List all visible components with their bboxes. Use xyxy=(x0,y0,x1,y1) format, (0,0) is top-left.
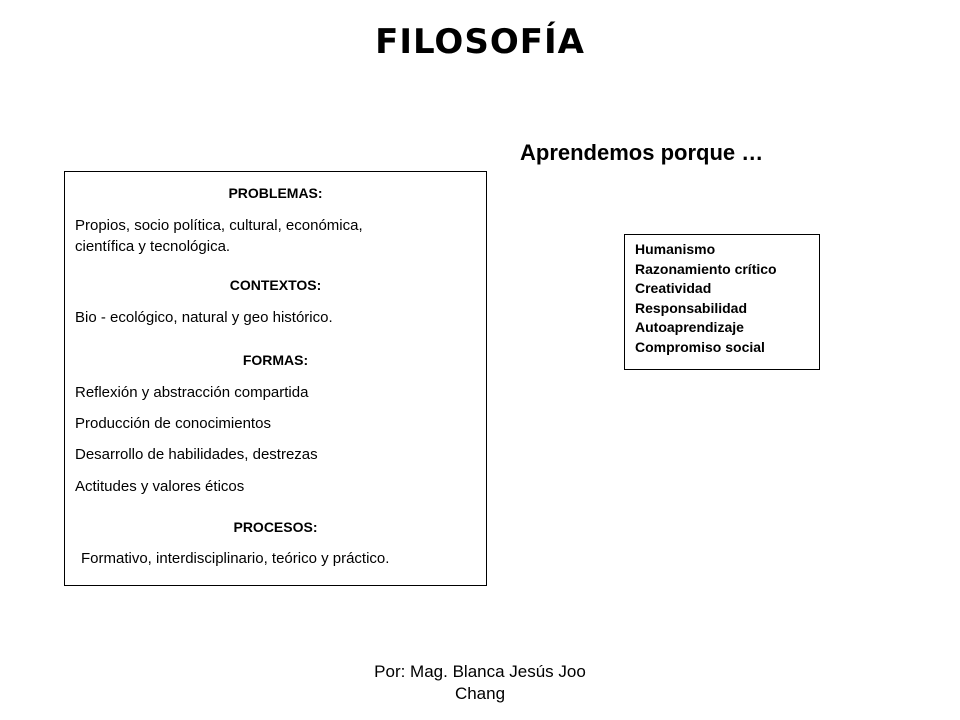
problemas-text-line2: científica y tecnológica. xyxy=(75,238,231,255)
formas-item: Reflexión y abstracción compartida xyxy=(75,384,309,401)
values-item: Humanismo xyxy=(635,241,716,257)
formas-item: Producción de conocimientos xyxy=(75,415,271,432)
contextos-heading: CONTEXTOS: xyxy=(229,277,322,293)
procesos-heading: PROCESOS: xyxy=(233,519,318,535)
procesos-text: Formativo, interdisciplinario, teórico y práctico. xyxy=(81,550,390,567)
values-item: Creatividad xyxy=(635,280,712,296)
values-item: Autoaprendizaje xyxy=(635,319,744,335)
values-item: Responsabilidad xyxy=(635,299,748,316)
values-box xyxy=(624,234,820,370)
author-credit-line1: Por: Mag. Blanca Jesús Joo xyxy=(374,662,586,681)
values-item: Compromiso social xyxy=(635,338,765,355)
author-credit-line2: Chang xyxy=(454,684,506,703)
page-title: FILOSOFÍA xyxy=(375,22,585,62)
content-box xyxy=(64,171,487,586)
formas-item: Desarrollo de habilidades, destrezas xyxy=(75,446,318,463)
page-subtitle: Aprendemos porque … xyxy=(520,140,764,165)
values-item: Razonamiento crítico xyxy=(635,260,777,277)
formas-heading: FORMAS: xyxy=(242,352,309,368)
formas-item: Actitudes y valores éticos xyxy=(75,478,245,495)
problemas-text-line1: Propios, socio política, cultural, económica, xyxy=(75,217,363,234)
author-credit xyxy=(330,661,630,705)
contextos-text: Bio - ecológico, natural y geo histórico. xyxy=(75,309,333,326)
problemas-heading: PROBLEMAS: xyxy=(228,185,323,201)
